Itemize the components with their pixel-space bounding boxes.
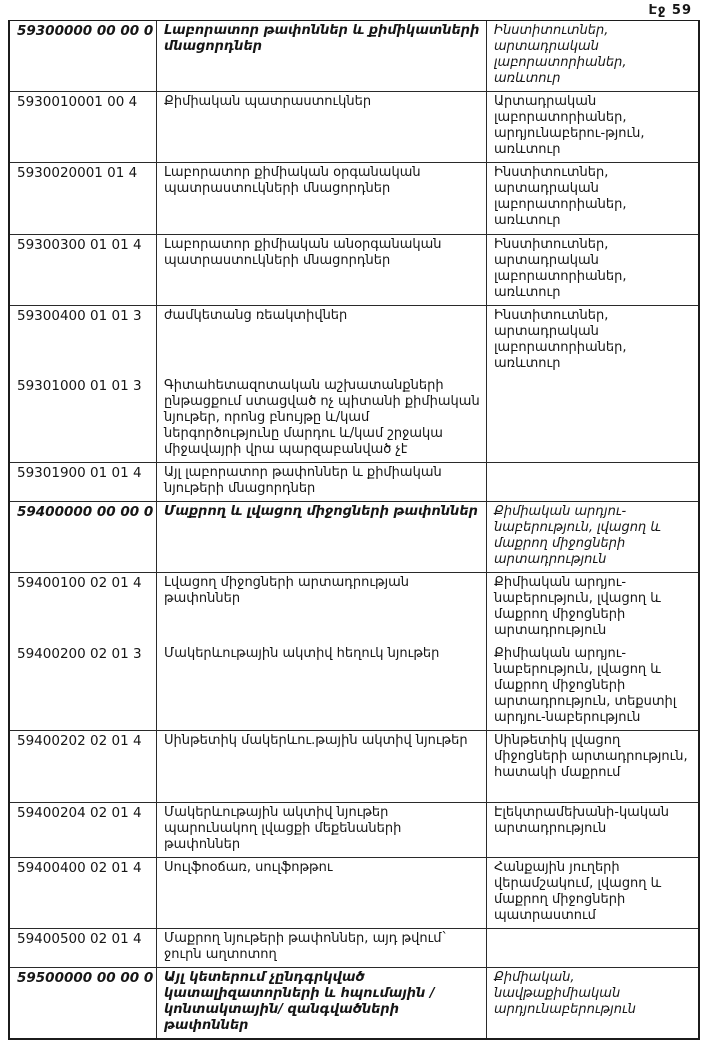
- table-row: [10, 803, 698, 858]
- code-cell: 59400204 02 01 4: [10, 803, 157, 857]
- sources-cell: Արտադրական լաբորատորիաներ, արդյունաբերու-թյուն, առևտուր: [494, 94, 645, 157]
- table-row: [10, 21, 698, 92]
- code-cell: 59301000 01 01 3: [10, 376, 157, 462]
- sources-cell: [487, 463, 698, 501]
- description-cell: Լաբորատոր թափոններ և քիմիկատների մնացորդներ: [157, 21, 487, 91]
- sources-cell: Ինստիտուտներ, արտադրական լաբորատորիաներ, առևտուր: [494, 23, 627, 86]
- description-cell: Լվացող միջոցների արտադրության թափոններ: [157, 573, 487, 644]
- table-row: [10, 92, 698, 163]
- sources-cell: [487, 376, 698, 462]
- sources-cell: Ինստիտուտներ, արտադրական լաբորատորիաներ, առևտուր: [494, 237, 627, 300]
- code-cell: 59300300 01 01 4: [10, 235, 157, 305]
- table-row: [10, 644, 698, 731]
- sources-cell: Ինստիտուտներ, արտադրական լաբորատորիաներ, առևտուր: [494, 165, 627, 228]
- code-cell: 59300400 01 01 3: [10, 306, 157, 376]
- sources-cell: Քիմիական արդյու-նաբերություն, լվացող և մաքրող միջոցների արտադրություն: [494, 575, 661, 638]
- table-row: [10, 306, 698, 376]
- table-row: [10, 502, 698, 573]
- description-cell: Այլ կետերում չընդգրկված կատալիզատորների և հպումային /կոնտակտային/ զանգվածների թափոններ: [157, 968, 487, 1038]
- description-cell: Մաքրող և լվացող միջոցների թափոններ: [157, 502, 487, 572]
- description-cell: Քիմիական պատրաստուկներ: [157, 92, 487, 162]
- code-cell: 59400500 02 01 4: [10, 929, 157, 967]
- code-cell: 59300000 00 00 0: [10, 21, 157, 91]
- sources-cell: Քիմիական արդյու-նաբերություն, լվացող և մաքրող միջոցների արտադրություն: [494, 504, 661, 567]
- code-cell: 5930020001 01 4: [10, 163, 157, 234]
- code-cell: 59400100 02 01 4: [10, 573, 157, 644]
- code-cell: 59400202 02 01 4: [10, 731, 157, 802]
- code-cell: 5930010001 00 4: [10, 92, 157, 162]
- description-cell: Մաքրող նյութերի թափոններ, այդ թվում` ջուրն աղտոտող: [157, 929, 487, 967]
- sources-cell: Էլեկտրամեխանի-կական արտադրություն: [494, 805, 669, 836]
- description-cell: Սուլֆոօճառ, սուլֆոթթու: [157, 858, 487, 928]
- code-cell: 59500000 00 00 0: [10, 968, 157, 1038]
- description-cell: ժամկետանց ռեակտիվներ: [157, 306, 487, 376]
- table-row: [10, 968, 698, 1038]
- sources-cell: Քիմիական, նավթաքիմիական արդյունաբերություն: [494, 970, 636, 1017]
- page-number: Էջ 59: [648, 3, 692, 18]
- description-cell: Լաբորատոր քիմիական օրգանական պատրաստուկների մնացորդներ: [157, 163, 487, 234]
- waste-classification-table: [8, 20, 700, 1040]
- description-cell: Այլ լաբորատոր թափոններ և քիմիական նյութերի մնացորդներ: [157, 463, 487, 501]
- code-cell: 59400200 02 01 3: [10, 644, 157, 730]
- sources-cell: Հանքային յուղերի վերամշակում, լվացող և մաքրող միջոցների պատրաստում: [494, 860, 662, 923]
- sources-cell: Քիմիական արդյու-նաբերություն, լվացող և մաքրող միջոցների արտադրություն, տեքստիլ արդյու-նաբերություն: [494, 646, 677, 725]
- table-row: [10, 929, 698, 968]
- description-cell: Սինթետիկ մակերևու.թային ակտիվ նյութեր: [157, 731, 487, 802]
- description-cell: Լաբորատոր քիմիական անօրգանական պատրաստուկների մնացորդներ: [157, 235, 487, 305]
- table-row: [10, 235, 698, 306]
- table-row: [10, 163, 698, 235]
- table-row: [10, 731, 698, 803]
- table-row: [10, 573, 698, 644]
- sources-cell: [487, 929, 698, 967]
- sources-cell: Սինթետիկ լվացող միջոցների արտադրություն, հատակի մաքրում: [494, 733, 688, 780]
- table-row: [10, 463, 698, 502]
- code-cell: 59301900 01 01 4: [10, 463, 157, 501]
- sources-cell: Ինստիտուտներ, արտադրական լաբորատորիաներ, առևտուր: [494, 308, 627, 371]
- code-cell: 59400000 00 00 0: [10, 502, 157, 572]
- description-cell: Գիտահետազոտական աշխատանքների ընթացքում ստացված ոչ պիտանի քիմիական նյութեր, որոնց բնույթը և/կամ ներգործությունը մարդու և/կամ շրջակա միջավայրի վրա պարզաբանված չէ: [157, 376, 487, 462]
- table-row: [10, 858, 698, 929]
- description-cell: Մակերևութային ակտիվ հեղուկ նյութեր: [157, 644, 487, 730]
- table-row: [10, 376, 698, 463]
- code-cell: 59400400 02 01 4: [10, 858, 157, 928]
- description-cell: Մակերևութային ակտիվ նյութեր պարունակող լվացքի մեքենաների թափոններ: [157, 803, 487, 857]
